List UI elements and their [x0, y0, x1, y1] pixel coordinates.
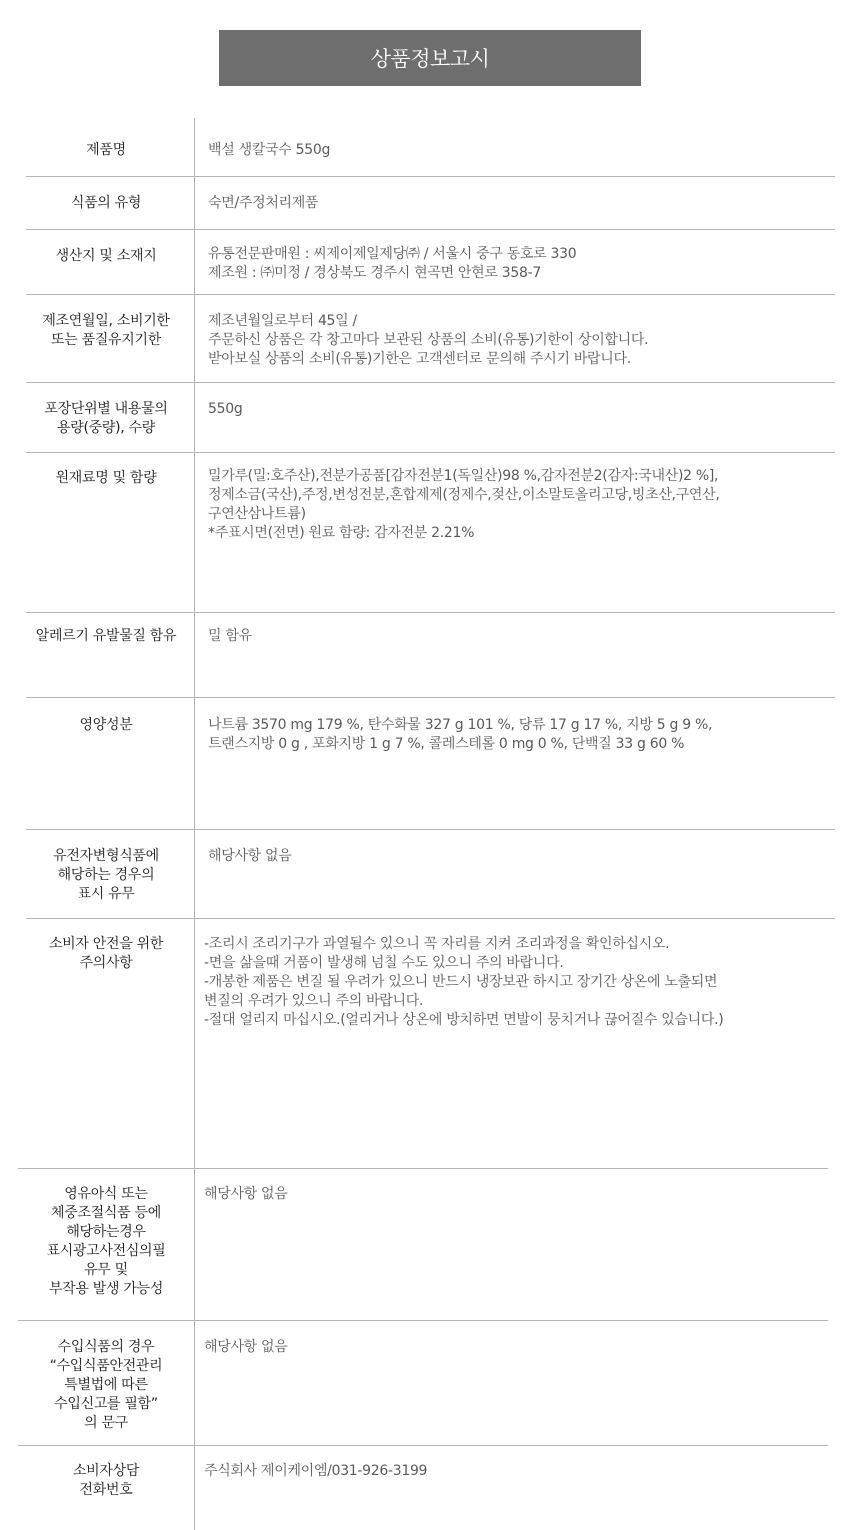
label-product-name: 제품명 — [86, 142, 126, 158]
row-divider — [18, 1320, 828, 1321]
label-expiry: 제조연월일, 소비기한 또는 품질유지기한 — [42, 313, 170, 348]
row-divider — [18, 1168, 828, 1169]
value-consumer-contact: 주식회사 제이케이엠/031-926-3199 — [204, 1463, 428, 1479]
label-safety-caution: 소비자 안전을 위한 주의사항 — [48, 936, 164, 971]
value-food-type: 숙면/주정처리제품 — [208, 195, 319, 211]
row-divider — [26, 229, 835, 230]
row-divider — [26, 176, 835, 177]
value-product-name: 백설 생칼국수 550g — [208, 142, 331, 158]
row-divider — [26, 382, 835, 383]
column-divider — [194, 118, 195, 1530]
row-divider — [26, 829, 835, 830]
label-capacity: 포장단위별 내용물의 용량(중량), 수량 — [44, 401, 168, 436]
label-ingredients: 원재료명 및 함량 — [55, 470, 157, 486]
label-food-type: 식품의 유형 — [70, 195, 142, 211]
value-origin-location: 유통전문판매원 : 씨제이제일제당㈜ / 서울시 중구 동호로 330 제조원 : ㈜미정 / 경상북도 경주시 현곡면 안현로 358-7 — [208, 246, 577, 281]
value-expiry: 제조년월일로부터 45일 / 주문하신 상품은 각 창고마다 보관된 상품의 소비(유통)기한이 상이합니다. 받아보실 상품의 소비(유통)기한은 고객센터로 문의해 주시기 바랍니다. — [208, 313, 649, 367]
value-capacity: 550g — [208, 401, 243, 417]
row-divider — [26, 612, 835, 613]
value-gmo: 해당사항 없음 — [208, 848, 292, 864]
value-nutrition: 나트륨 3570 mg 179 %, 탄수화물 327 g 101 %, 당류 17 g 17 %, 지방 5 g 9 %, 트랜스지방 0 g , 포화지방 1 g 7 %, 콜레스테롤 0 mg 0 %, 단백질 33 g 60 % — [208, 717, 713, 752]
value-imported-food: 해당사항 없음 — [204, 1339, 288, 1355]
label-infant-diet-food: 영유아식 또는 체중조절식품 등에 해당하는경우 표시광고사전심의필 유무 및 부작용 발생 가능성 — [46, 1186, 166, 1297]
label-nutrition: 영양성분 — [79, 717, 133, 733]
label-origin-location: 생산지 및 소재지 — [55, 248, 157, 264]
value-allergen: 밀 함유 — [208, 628, 252, 644]
row-divider — [26, 452, 835, 453]
row-divider — [26, 918, 835, 919]
row-divider — [18, 1445, 828, 1446]
value-ingredients: 밀가루(밀:호주산),전분가공품[감자전분1(독일산)98 %,감자전분2(감자:국내산)2 %], 정제소금(국산),주정,변성전분,혼합제제(정제수,젖산,이소말토올리고당,빙초산,구연산, 구연산삼나트륨) *주표시면(전면) 원료 함량: 감자전분 2.21% — [208, 468, 720, 541]
label-imported-food: 수입식품의 경우 “수입식품안전관리 특별법에 따른 수입신고를 필함” 의 문구 — [49, 1339, 163, 1431]
label-consumer-contact: 소비자상담 전화번호 — [72, 1463, 140, 1498]
row-divider — [26, 697, 835, 698]
label-gmo: 유전자변형식품에 해당하는 경우의 표시 유무 — [53, 848, 159, 902]
value-safety-caution: -조리시 조리기구가 과열될수 있으니 꼭 자리를 지켜 조리과정을 확인하십시오. -면을 삶을때 거품이 발생해 넘칠 수도 있으니 주의 바랍니다. -개봉한 제품은 변질 될 우려가 있으니 반드시 냉장보관 하시고 장기간 상온에 노출되면 변질의 우려가 있으니 주의 바랍니다. -절대 얼리지 마십시오.(얼리거나 상온에 방치하면 면발이 뭉치거나 끊어질수 있습니다.) — [204, 936, 724, 1028]
page-title: 상품정보고시 — [219, 30, 641, 86]
value-infant-diet-food: 해당사항 없음 — [204, 1186, 288, 1202]
row-divider — [26, 294, 835, 295]
label-allergen: 알레르기 유발물질 함유 — [35, 628, 177, 644]
